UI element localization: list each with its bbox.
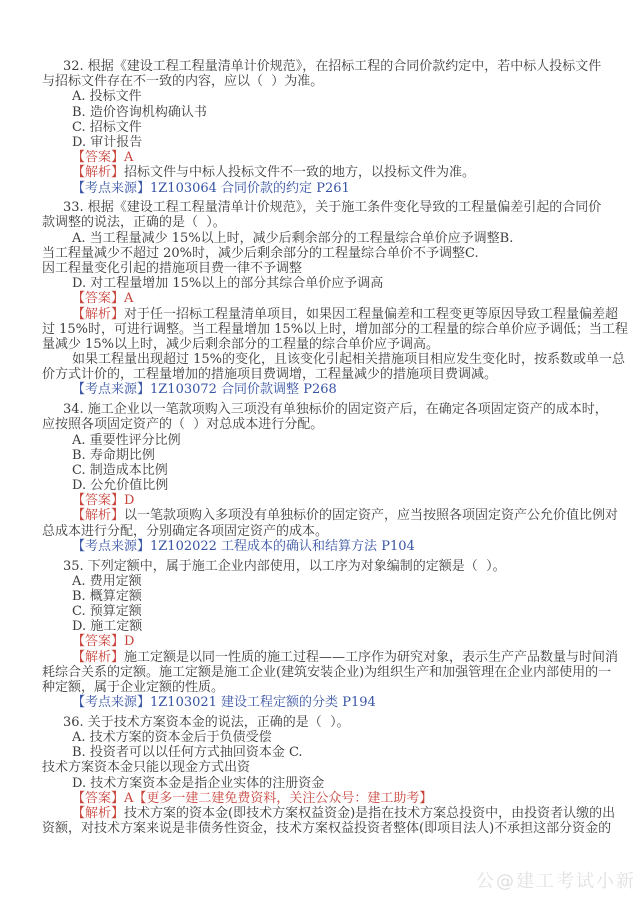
answer-text: 【答案】A [72, 150, 134, 166]
option-text: A. 重要性评分比例 [72, 432, 181, 448]
answer-line [42, 150, 602, 165]
question-33 [42, 200, 629, 398]
option-line [42, 261, 602, 276]
analysis-line [42, 352, 626, 368]
option-line [42, 619, 602, 634]
analysis-line [42, 165, 602, 180]
stem-line [42, 559, 602, 574]
analysis-line [42, 649, 619, 665]
analysis-text: 种定额，属于企业定额的性质。 [42, 680, 225, 695]
analysis-text: 价方式计价的，工程量增加的措施项目费调增，工程量减少的措施项目费调减。 [42, 367, 498, 383]
option-text: B. 概算定额 [72, 588, 142, 604]
option-text: B. 造价咨询机构确认书 [72, 104, 207, 120]
analysis-text: 耗综合关系的定额。施工定额是施工企业(建筑安装企业)为组织生产和加强管理在企业内部使用的一 [42, 664, 612, 680]
answer-line [42, 634, 602, 649]
option-line [42, 135, 602, 150]
analysis-text: 招标文件与中标人投标文件不一致的地方，以投标文件为准。 [124, 165, 476, 181]
option-line [42, 604, 602, 619]
stem-text: 33. 根据《建设工程工程量清单计价规范》，关于施工条件变化导致的工程量偏差引起的合同价 [63, 200, 602, 216]
option-line [42, 589, 602, 604]
option-line [42, 276, 602, 291]
answer-line [42, 791, 602, 806]
option-line [42, 89, 602, 104]
analysis-text: 总成本进行分配，分别确定各项固定资产的成本。 [42, 523, 329, 539]
option-line [42, 760, 602, 775]
watermark: 公@建工考试小新 [476, 871, 636, 892]
stem-text: 32. 根据《建设工程工程量清单计价规范》，在招标工程的合同价款约定中，若中标人投标文件 [63, 59, 602, 74]
stem-text: 款调整的说法，正确的是（ ）。 [42, 215, 226, 231]
option-line [42, 448, 602, 463]
analysis-line [42, 680, 602, 695]
source-text: 【考点来源】1Z102022 工程成本的确认和结算方法 P104 [72, 538, 415, 554]
option-line [42, 105, 602, 120]
stem-line [42, 200, 602, 215]
question-34 [42, 402, 619, 554]
stem-line [42, 59, 602, 74]
option-text: D. 公允价值比例 [72, 478, 169, 494]
analysis-label: 【解析】 [72, 165, 125, 181]
option-text: A. 当工程量减少 15%以上时，减少后剩余部分的工程量综合单价应予调整B. [72, 230, 514, 246]
analysis-line [42, 321, 629, 337]
analysis-text: 以一笔款项购入多项没有单独标价的固定资产，应当按照各项固定资产公允价值比例对 [124, 508, 619, 524]
option-line [42, 231, 602, 246]
option-text: D. 对工程量增加 15%以上的部分其综合单价应予调高 [72, 276, 384, 292]
stem-text: 与招标文件存在不一致的内容，应以（ ）为准。 [42, 74, 324, 90]
source-line [42, 181, 602, 196]
option-text: A. 投标文件 [72, 89, 142, 105]
source-text: 【考点来源】1Z103064 合同价款的约定 P261 [72, 180, 350, 196]
stem-text: 34. 施工企业以一笔款项购入三项没有单独标价的固定资产后，在确定各项固定资产的成本时， [63, 402, 608, 418]
analysis-line [42, 524, 602, 539]
analysis-label: 【解析】 [72, 649, 125, 665]
analysis-text: 施工定额是以同一性质的施工过程——工序作为研究对象，表示生产产品数量与时间消 [124, 649, 619, 665]
option-line [42, 745, 602, 760]
stem-line [42, 74, 602, 89]
option-line [42, 478, 602, 493]
analysis-label: 【解析】 [72, 508, 125, 524]
document-content [42, 59, 629, 837]
stem-line [42, 215, 602, 230]
analysis-label: 【解析】 [72, 806, 125, 821]
option-line [42, 730, 602, 745]
stem-text: 35. 下列定额中，属于施工企业内部使用，以工序为对象编制的定额是（ ）。 [63, 558, 506, 574]
analysis-text: 过 15%时，可进行调整。当工程量增加 15%以上时，增加部分的工程量的综合单价应予调低；当工程 [42, 321, 629, 337]
stem-line [42, 402, 608, 418]
option-text: B. 寿命期比例 [72, 447, 155, 463]
analysis-text: 对于任一招标工程量清单项目，如果因工程量偏差和工程变更等原因导致工程量偏差超 [124, 306, 619, 322]
option-text: 技术方案资本金只能以现金方式出资 [42, 760, 251, 776]
option-text: D. 施工定额 [72, 619, 143, 635]
option-text: 当工程量减少不超过 20%时，减少后剩余部分的工程量综合单价不予调整C. [42, 245, 479, 261]
analysis-text: 如果工程量出现超过 15%的变化，且该变化引起相关措施项目相应发生变化时，按系数或单一总 [72, 352, 626, 368]
option-line [42, 776, 602, 791]
option-text: 因工程量变化引起的措施项目费一律不予调整 [42, 260, 303, 276]
answer-text: 【答案】D [72, 634, 135, 650]
question-32 [42, 59, 602, 196]
stem-line [42, 715, 602, 730]
analysis-text: 技术方案的资本金(即技术方案权益资金)是指在技术方案总投资中，由投资者认缴的出 [124, 806, 616, 821]
source-line [42, 539, 602, 554]
option-line [42, 433, 602, 448]
option-line [42, 120, 602, 135]
answer-text: 【答案】A【更多一建二建免费资料，关注公众号：建工助考】 [72, 790, 433, 806]
stem-line [42, 417, 602, 432]
question-35 [42, 558, 619, 711]
analysis-line [42, 367, 602, 382]
option-text: D. 审计报告 [72, 134, 143, 150]
source-text: 【考点来源】1Z103072 合同价款调整 P268 [72, 382, 337, 398]
option-text: D. 技术方案资本金是指企业实体的注册资金 [72, 775, 325, 791]
analysis-line [42, 508, 619, 524]
analysis-line [42, 664, 612, 680]
option-text: A. 费用定额 [72, 573, 142, 589]
option-text: C. 制造成本比例 [72, 462, 168, 478]
analysis-line [42, 806, 616, 821]
analysis-line [42, 821, 612, 837]
answer-text: 【答案】D [72, 493, 135, 509]
option-text: C. 预算定额 [72, 604, 142, 620]
analysis-text: 资额，对技术方案来说是非债务性资金，技术方案权益投资者整体(即项目法人)不承担这部分资金的 [42, 821, 612, 837]
analysis-text: 量减少 15%以上时，减少后剩余部分的工程量的综合单价应予调高。 [42, 336, 440, 352]
stem-text: 36. 关于技术方案资本金的说法，正确的是（ ）。 [63, 714, 350, 730]
option-text: C. 招标文件 [72, 119, 142, 135]
stem-text: 应按照各项固定资产的（ ）对总成本进行分配。 [42, 417, 324, 433]
source-text: 【考点来源】1Z103021 建设工程定额的分类 P194 [72, 695, 376, 711]
option-line [42, 574, 602, 589]
question-36 [42, 714, 616, 837]
answer-text: 【答案】A [72, 291, 134, 307]
option-text: B. 投资者可以以任何方式抽回资本金 C. [72, 745, 303, 761]
source-line [42, 382, 602, 397]
option-line [42, 246, 602, 261]
source-line [42, 695, 602, 710]
answer-line [42, 291, 602, 306]
option-text: A. 技术方案的资本金后于负债受偿 [72, 730, 272, 746]
analysis-label: 【解析】 [72, 306, 125, 322]
option-line [42, 463, 602, 478]
analysis-line [42, 337, 602, 352]
answer-line [42, 493, 602, 508]
analysis-line [42, 306, 619, 322]
